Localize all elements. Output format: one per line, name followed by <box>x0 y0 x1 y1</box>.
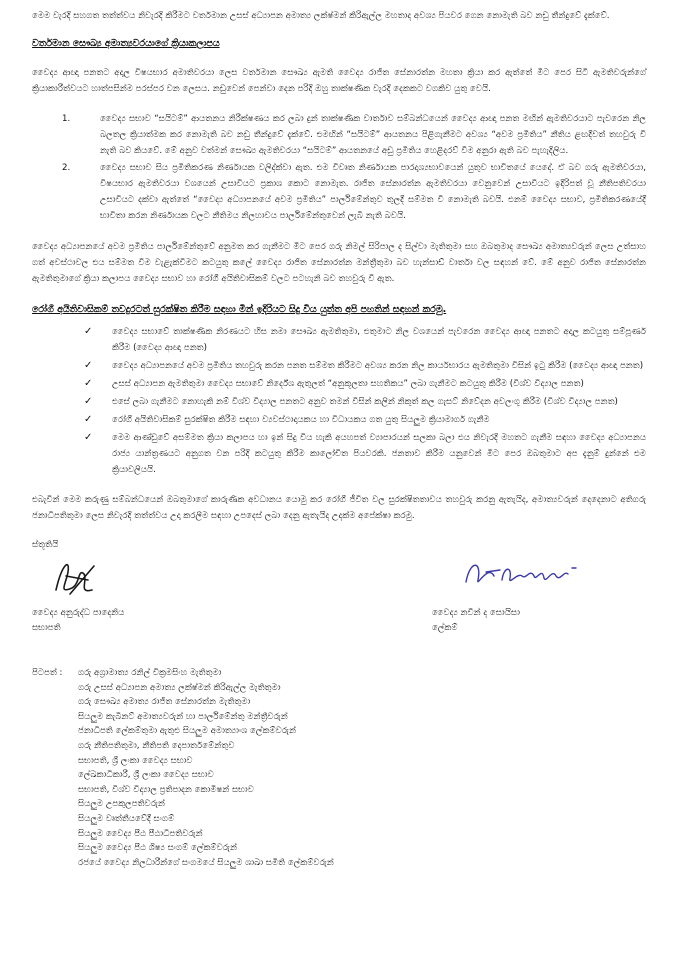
checklist <box>32 324 646 478</box>
checklist-item <box>32 324 646 356</box>
checklist-text: වෛද්‍ය අධ්‍යාපනයේ අවම ප්‍රමිතිය තහවුරු කරන පනත සම්මත කිරීමට අවශ්‍ය කරන නිල කාර්යභාරය ඇමතිතුමා විසින් ඉටු කිරීම (වෛද්‍ය ආඥා පනත) <box>112 361 644 371</box>
checklist-text: රෝගී අයිතිවාසිකම් සුරක්ෂිත කිරීම සඳහා ව්‍යවස්ථාදායකය හා විධායකය ගත යුතු සියලුම ක්‍රියාමාර්ග ගැනීම <box>112 415 490 425</box>
item-text: වෛද්‍ය සභාව “සයිටම්” ආයතනය නිරීක්ෂණය කර ලබා දුන් තාක්ෂණික වාර්තාව සම්බන්ධයෙන් වෛද්‍ය ආඥා පනත මඟින් ඇමතිවරයාට පැවරෙන නිල බලතල ක්‍රියාත්මක කර නොමැති බව නඩු තීන්දුවේ දැක්වේ. එමඟින් “සයිටම්” ආයතනය පිළිගැනීමට අවශ්‍ය “අවම ප්‍රමිතිය” නීතිය ළඟදීවත් තහවුරු වී නැති බව කියවේ. මේ අනුව වත්මන් සෞඛ්‍ය ඇමතිවරයා “සයිටම්” ආයතනයේ අඩු ප්‍රමිතිය හෙළිදරව් වීම අනුරා ඇති බව පැහැදිලිය. <box>100 114 646 156</box>
copies-section <box>32 666 646 870</box>
copy-recipient: ලේඛකාධිකාරී, ශ්‍රී ලංකා වෛද්‍ය සභාව <box>78 770 214 781</box>
checklist-item <box>32 412 646 428</box>
copies-list <box>32 666 646 870</box>
checkmark-icon: ✓ <box>84 360 93 371</box>
copy-recipient: ගරු සෞඛ්‍ය අමාත්‍ය රාජිත සේනාරත්න මැතිතුමා <box>78 697 251 708</box>
copy-recipient: සියලුම කැබිනට් අමාත්‍යවරුන් හා පාර්ලිමේන්තු මන්ත්‍රීවරුන් <box>78 711 288 722</box>
checklist-text: වෛද්‍ය සභාවේ තාක්ෂණික නිරණයට හිස නමා සෞඛ්‍ය ඇමතිතුමා, එතුමාට නිල වශයෙන් පැවරෙන වෛද්‍ය ආඥා පනතට අදාල කටයුතු සම්පූර්ණ කිරීම (වෛද්‍ය ආඥා පනත) <box>112 327 646 353</box>
signature-secretary <box>460 554 590 594</box>
copy-recipient: සියලුම වෛද්‍ය පීඨ ශිෂ්‍ය සංගම් ලේකම්වරුන් <box>78 843 237 854</box>
salutation: ස්තූතියි <box>32 540 59 550</box>
checklist-text: උසස් අධ්‍යාපන ඇමතිතුමා වෛද්‍ය සභාවේ නිර්දේශ ඇතුලත් “අනුකූලතා සහතිකය” ලබා ගැනීමට කටයුතු කිරීම (විශ්ව විද්‍යාල පනත) <box>112 379 584 389</box>
numbered-item <box>32 160 646 224</box>
signature-president <box>48 554 108 602</box>
checklist-item <box>32 358 646 374</box>
numbered-item <box>32 111 646 159</box>
signatory-name: වෛද්‍ය අනුරුද්ධ පාදෙනිය <box>32 608 125 618</box>
copy-recipient: සභාපති, ශ්‍රී ලංකා වෛද්‍ය සභාව <box>78 755 193 766</box>
signatory-left <box>32 606 124 636</box>
item-number: 2. <box>62 163 71 173</box>
checkmark-icon: ✓ <box>84 326 93 337</box>
copy-recipient: ගරු නීතිපතිතුමා, නීතිපති දෙපාර්තමේන්තුව <box>78 740 235 751</box>
signatory-title: ලේකම් <box>432 623 458 633</box>
checkmark-icon: ✓ <box>84 378 93 389</box>
item-text: වෛද්‍ය සභාව සිය ප්‍රමිතිකරණ නිර්ණායක වලිද්ක්වා ඇත. එම විවෘත නිර්ණායක පාරදෘශ්‍යභාවයෙන් යුතුව භාවිතයේ යෙදේ. ඒ බව ගරු ඇමතිවරයා, විෂයභාර ඇමතිවරයා වශයෙන් උසාවියට ප්‍රකාශ කොට නොමැත. රාජිත සේනාරත්න ඇමතිවරයා වෙනුවෙන් උසාවියට ඉදිරිපත් වූ නීතිපතිවරයා උසාවියට දක්වා ඇත්තේ “වෛද්‍ය අධ්‍යාපනයේ අවම ප්‍රමිතිය” පාර්ලිමේන්තුව තුලදී සම්මත වී නොමැති බවයි. එනම් වෛද්‍ය සභාව, ප්‍රමිතිකරණයේදී භාවිතා කරන නිර්ණායක වලට නීතිමය නිලහාවය පාර්ලිමේන්තුවෙන් ලැබී නැති බවයි. <box>100 163 646 221</box>
checkmark-icon: ✓ <box>84 414 93 425</box>
intro-paragraph: මෙම වැරදි සහගත තත්ත්වය නිවැරදි කිරීමට වර්තමාන උසස් අධ්‍යාපන අමාත්‍ය ලක්ෂ්මන් කිරිඇල්ල මහතාද අවශ්‍ය පියවර ගෙන නොමැති බව නඩු තීන්දුවේ දැක්වේ. <box>32 11 610 21</box>
checklist-item <box>32 376 646 392</box>
section-heading-patient-rights: රෝගී අයිතිවාසිකම් තවදුරටත් සුරක්ෂිත කිරීම සඳහා මින් ඉදිරියට සිදු විය යුත්ත අපි පහතින් සඳහන් කරමු. <box>32 304 447 315</box>
copies-label: පිටපත් : <box>32 668 63 678</box>
copy-recipient: සියලුම වෘත්තීයවේදී සංගම් <box>78 813 175 824</box>
signatory-title: සභාපති <box>32 623 61 633</box>
copy-recipient: රජයේ වෛද්‍ය නිලධාරීන්ගේ සංගමයේ සියලුම ශාඛා සමිති ලේකම්වරුන් <box>78 857 334 868</box>
closing-paragraph: එබැවින් මෙම කරුණු සම්බන්ධයෙන් ඔබතුමාගේ කාරුණික අවධානය යොමු කර රෝගී ජීවිත වල සුරක්ෂිතතාවය තහවුරු කරනු ඇතැයිද, අමාත්‍යවරුන් දෙදෙනාට අතිගරු ජනාධිපතිතුමා ලෙස නිවැරදි තත්ත්වය උදා කරලීම සඳහා උපදෙස් ලබා දෙනු ඇතැයිද උදක්ම අපේක්ෂා කරමු. <box>32 495 646 521</box>
copy-recipient: ගරු උසස් අධ්‍යාපන අමාත්‍ය ලක්ෂ්මන් කිරිඇල්ල මැතිතුමා <box>78 682 281 693</box>
paragraph-minister-conduct: වෛද්‍ය ආඥා පනතට අදාල විෂයභාර අමාතිවරයා ලෙස වර්තමාන සෞඛ්‍ය ඇමති වෛද්‍ය රාජිත සේනාරත්න මහතා ක්‍රියා කර ඇත්තේ මීට පෙර සිටි ඇමතිවරුන්ගේ ක්‍රියාකාරීත්වයට හාත්පසින්ම පරස්පර වන ලෙසය. නඩුවෙන් පෙන්වා දෙන පරිදි ඔහු තාක්ෂණික වැරදි දෙකකට වගකිව යුතු වෙයි. <box>32 68 646 94</box>
copy-recipient: සියලුම වෛද්‍ය පීඨ පීඨාධිපතිවරුන් <box>78 828 203 839</box>
numbered-list <box>32 111 646 224</box>
section-heading-minister-conduct: වර්තමාන සෞඛ්‍ය අමාත්‍යවරයාගේ ක්‍රියාකලාපය <box>32 38 220 49</box>
signatory-right <box>432 606 520 636</box>
checkmark-icon: ✓ <box>84 396 93 407</box>
paragraph-education-standards: වෛද්‍ය අධ්‍යාපනයේ අවම ප්‍රමිතිය පාර්ලිමේන්තුවේ අනුමත කර ගැනීමට මීට පෙර ගරු නිමල් සිරිපාල ද සිල්වා මැතිතුමා සහ ඔබතුමාද සෞඛ්‍ය අමාත්‍යවරුන් ලෙස උත්සාහ ගත් අවස්ථාවල එය සම්මත වීම වැළැක්වීමට කටයුතු කලේ වෛද්‍ය රාජිත සේනාරත්න මන්ත්‍රීතුමා බව හැන්සාඩ් වාර්තා වල සඳහන් වේ. මේ අනුව රාජිත සේනාරත්න ඇමතිතුමාගේ ක්‍රියා කලාපය වෛද්‍ය සභාව හා රෝගී අයිතිවාසිකම් වලට පටහැනි බව තහවුරු වී ඇත. <box>32 242 646 284</box>
checklist-text: මෙම ආණ්ඩුවේ අසම්මත ක්‍රියා කලාපය හා ඉන් සිදු විය හැකි අයහපත් ව්‍යාපාරයන් සලකා බලා එය නිවැරදි මහතට ගැනීම සඳහා වෛද්‍ය අධ්‍යාපනය රාජ්‍ය යාන්ත්‍රණයට අනුගත වන පරිදි කටයුතු කිරීම කාලෝචිත පියවරකි. ජනතාව කිරීම යනුවෙන් මීට පෙර ඔබතුමාට අප දැනුම් දුන්නේ එම ක්‍රියාවලියයි. <box>112 433 646 475</box>
checkmark-icon: ✓ <box>84 432 93 443</box>
item-number: 1. <box>62 114 71 124</box>
copy-recipient: සියලුම උපකුලපතිවරුන් <box>78 799 165 810</box>
signatory-name: වෛද්‍ය නවීන් ද සොයිසා <box>432 608 520 618</box>
checklist-item <box>32 430 646 478</box>
signature-block <box>32 554 646 633</box>
copy-recipient: ගරු අග්‍රාමාත්‍ය රනිල් වික්‍රමසිංහ මැතිතුමා <box>78 668 222 678</box>
checklist-item <box>32 394 646 410</box>
copy-recipient: සභාපති, විශ්ව විද්‍යාල ප්‍රතිපාදන කොමිෂන් සභාව <box>78 784 254 795</box>
checklist-text: එසේ ලබා ගැනීමට නොහැකි නම් විශ්ව විද්‍යාල පනතට අනුව තමන් විසින් කලින් නිකුත් කල ගැසට් නිවේදන අවලංගු කිරීම (විශ්ව විද්‍යාල පනත) <box>112 397 618 407</box>
copy-recipient: ජනාධිපති ලේකම්තුමා ඇතුළු සියලුම අමාත්‍යාංශ ලේකම්වරුන් <box>78 726 296 737</box>
